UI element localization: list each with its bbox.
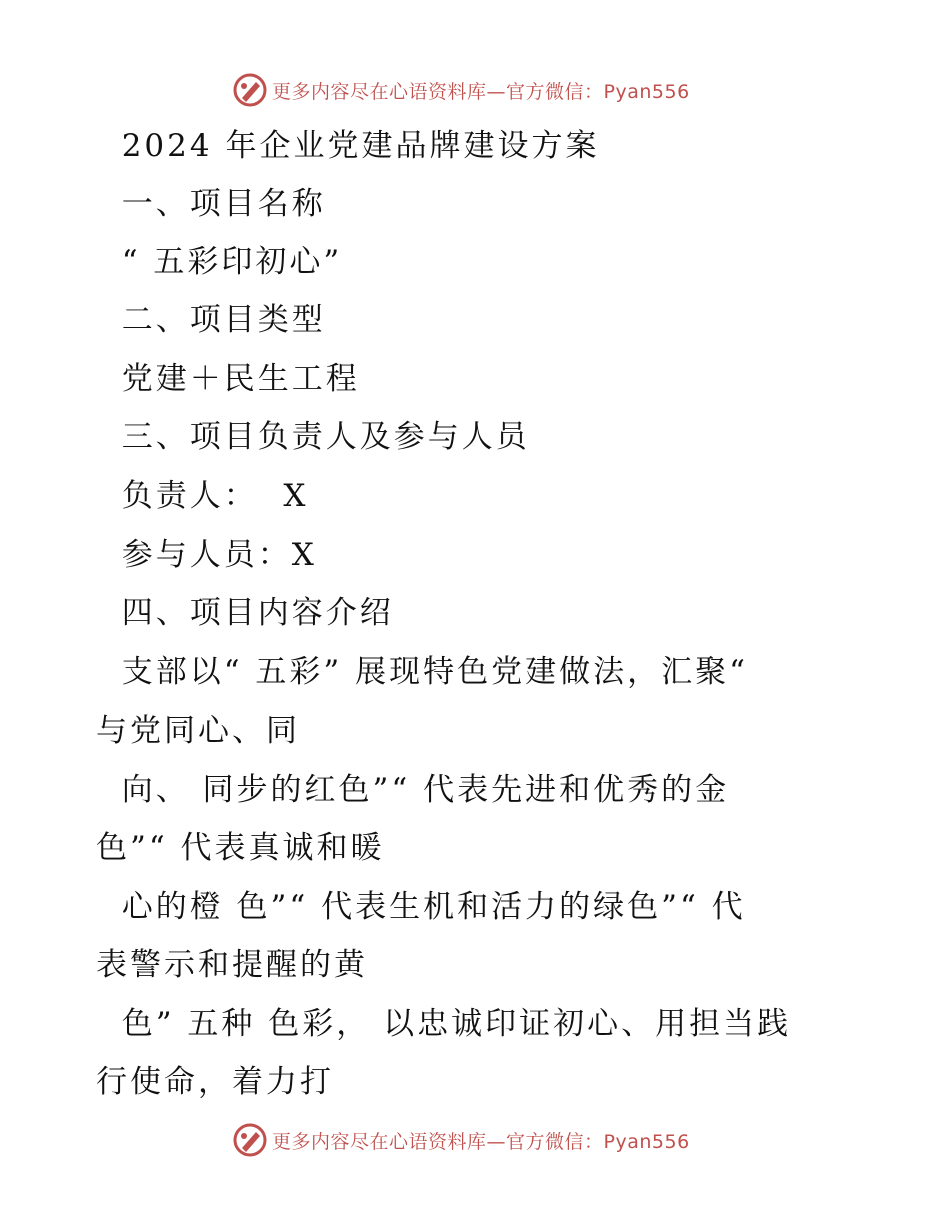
paragraph-line: 行使命，着力打 xyxy=(96,1064,334,1100)
pen-logo-icon xyxy=(232,1122,268,1158)
section-heading: 一、项目名称 xyxy=(96,186,326,222)
watermark-text: 更多内容尽在心语资料库—官方微信：Pyan556 xyxy=(272,1130,690,1153)
paragraph-line: 支部以“ 五彩” 展现特色党建做法，汇聚“ xyxy=(96,654,748,690)
header-watermark xyxy=(232,70,712,110)
paragraph-line: 党建＋民生工程 xyxy=(96,361,360,397)
pen-logo-icon xyxy=(232,72,268,108)
footer-watermark xyxy=(232,1120,712,1160)
section-heading: 四、项目内容介绍 xyxy=(96,595,394,631)
watermark-text: 更多内容尽在心语资料库—官方微信：Pyan556 xyxy=(272,80,690,103)
paragraph-line: 表警示和提醒的黄 xyxy=(96,947,368,983)
paragraph-line: 心的橙 色”“ 代表生机和活力的绿色”“ 代 xyxy=(96,889,746,925)
document-title: 2024 年企业党建品牌建设方案 xyxy=(96,128,600,164)
paragraph-line: “ 五彩印初心” xyxy=(96,244,343,280)
paragraph-line: 色” 五种 色彩， 以忠诚印证初心、用担当践 xyxy=(96,1006,792,1042)
paragraph-line: 参与人员：X xyxy=(96,537,317,573)
paragraph-line: 向、 同步的红色”“ 代表先进和优秀的金 xyxy=(96,772,730,808)
section-heading: 二、项目类型 xyxy=(96,302,326,338)
paragraph-line: 色”“ 代表真诚和暖 xyxy=(96,830,385,866)
paragraph-line: 负责人： X xyxy=(96,478,309,514)
section-heading: 三、项目负责人及参与人员 xyxy=(96,419,530,455)
paragraph-line: 与党同心、同 xyxy=(96,713,300,749)
